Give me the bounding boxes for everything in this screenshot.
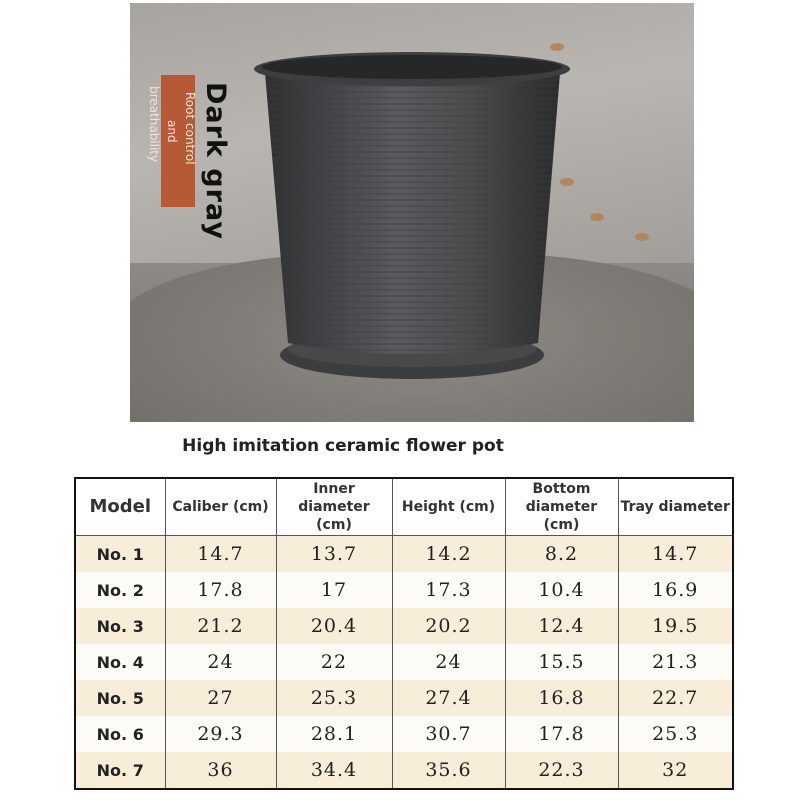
inner-diameter-cell: 22 <box>276 644 392 680</box>
header-inner-diameter: Inner diameter (cm) <box>276 478 392 536</box>
tray-diameter-cell: 25.3 <box>618 716 733 752</box>
bottom-diameter-cell: 12.4 <box>505 608 618 644</box>
table-row <box>75 572 733 608</box>
table-header-row <box>75 478 733 536</box>
height-cell: 24 <box>392 644 505 680</box>
model-cell: No. 2 <box>75 572 165 608</box>
inner-diameter-cell: 13.7 <box>276 536 392 573</box>
tray-diameter-cell: 21.3 <box>618 644 733 680</box>
model-cell: No. 6 <box>75 716 165 752</box>
table-row <box>75 680 733 716</box>
header-height: Height (cm) <box>392 478 505 536</box>
bottom-diameter-cell: 17.8 <box>505 716 618 752</box>
tray-diameter-cell: 32 <box>618 752 733 789</box>
model-cell: No. 4 <box>75 644 165 680</box>
height-cell: 27.4 <box>392 680 505 716</box>
model-cell: No. 5 <box>75 680 165 716</box>
model-cell: No. 3 <box>75 608 165 644</box>
header-bottom-diameter: Bottom diameter (cm) <box>505 478 618 536</box>
inner-diameter-cell: 28.1 <box>276 716 392 752</box>
header-caliber: Caliber (cm) <box>165 478 276 536</box>
height-cell: 30.7 <box>392 716 505 752</box>
tray-diameter-cell: 14.7 <box>618 536 733 573</box>
color-label: Dark gray <box>200 82 231 240</box>
height-cell: 35.6 <box>392 752 505 789</box>
caliber-cell: 17.8 <box>165 572 276 608</box>
model-cell: No. 1 <box>75 536 165 573</box>
caliber-cell: 27 <box>165 680 276 716</box>
header-model: Model <box>75 478 165 536</box>
bottom-diameter-cell: 10.4 <box>505 572 618 608</box>
caliber-cell: 24 <box>165 644 276 680</box>
badge-text-and: and <box>165 120 179 143</box>
inner-diameter-cell: 25.3 <box>276 680 392 716</box>
table-row <box>75 716 733 752</box>
table-heading: High imitation ceramic flower pot <box>182 436 504 456</box>
header-tray-diameter: Tray diameter <box>618 478 733 536</box>
caliber-cell: 14.7 <box>165 536 276 573</box>
badge-text-root-control: Root control <box>183 92 197 165</box>
inner-diameter-cell: 20.4 <box>276 608 392 644</box>
inner-diameter-cell: 17 <box>276 572 392 608</box>
height-cell: 20.2 <box>392 608 505 644</box>
tray-diameter-cell: 16.9 <box>618 572 733 608</box>
table-row <box>75 536 733 573</box>
bottom-diameter-cell: 15.5 <box>505 644 618 680</box>
size-spec-table <box>74 477 734 790</box>
model-cell: No. 7 <box>75 752 165 789</box>
caliber-cell: 29.3 <box>165 716 276 752</box>
height-cell: 17.3 <box>392 572 505 608</box>
inner-diameter-cell: 34.4 <box>276 752 392 789</box>
bottom-diameter-cell: 16.8 <box>505 680 618 716</box>
tray-diameter-cell: 19.5 <box>618 608 733 644</box>
caliber-cell: 21.2 <box>165 608 276 644</box>
bottom-diameter-cell: 22.3 <box>505 752 618 789</box>
table-row <box>75 608 733 644</box>
height-cell: 14.2 <box>392 536 505 573</box>
table-row <box>75 752 733 789</box>
tray-diameter-cell: 22.7 <box>618 680 733 716</box>
bottom-diameter-cell: 8.2 <box>505 536 618 573</box>
badge-text-breathability: breathability <box>147 86 161 163</box>
caliber-cell: 36 <box>165 752 276 789</box>
table-row <box>75 644 733 680</box>
